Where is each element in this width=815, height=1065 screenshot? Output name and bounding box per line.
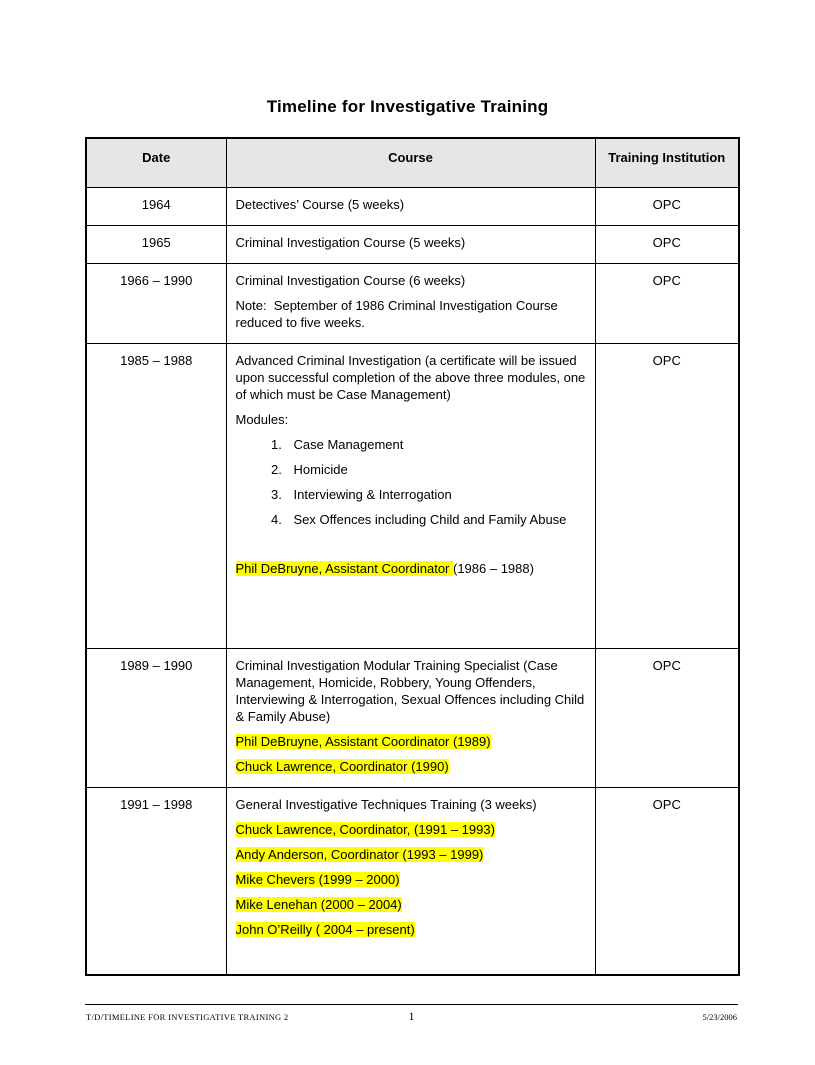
course-paragraph: Criminal Investigation Modular Training Specialist (Case Management, Homicide, Robbery, Young Offenders, Interviewing & Interrogation, Sexual Offences including Child & Family Abuse) [235,657,585,724]
date-cell: 1966 – 1990 [86,263,226,343]
header-training-institution: Training Institution [595,138,739,187]
highlighted-text: John O’Reilly ( 2004 – present) [235,921,415,937]
course-paragraph [236,871,587,888]
highlighted-text: Phil DeBruyne, Assistant Coordinator (1989) [235,733,491,749]
course-paragraph [236,896,587,913]
table-row [86,187,739,225]
course-paragraph [236,733,587,750]
date-cell: 1965 [86,225,226,263]
modules-list [236,436,587,528]
table-row [86,225,739,263]
course-paragraph: Detectives’ Course (5 weeks) [235,196,405,212]
page-footer [85,1004,738,1035]
highlighted-text: Andy Anderson, Coordinator (1993 – 1999) [235,846,484,862]
date-cell: 1991 – 1998 [86,787,226,975]
institution-cell: OPC [595,787,739,975]
module-item: 1. Case Management [286,436,587,453]
course-paragraph: General Investigative Techniques Training (3 weeks) [235,796,537,812]
course-cell [226,648,595,787]
course-paragraph [236,821,587,838]
module-item: 3. Interviewing & Interrogation [286,486,587,503]
course-paragraph: Modules: [235,411,289,427]
course-cell [226,225,595,263]
date-cell: 1989 – 1990 [86,648,226,787]
highlighted-text: Mike Chevers (1999 – 2000) [235,871,400,887]
institution-cell: OPC [595,648,739,787]
footer-document-id: T/D/TIMELINE FOR INVESTIGATIVE TRAINING 2 [86,1012,289,1022]
module-item: 4. Sex Offences including Child and Family Abuse [286,511,587,528]
course-paragraph: Note: September of 1986 Criminal Investigation Course reduced to five weeks. [235,297,558,330]
table-header [86,138,739,187]
date-cell: 1985 – 1988 [86,343,226,648]
course-paragraph [236,921,587,938]
footer-page-number: 1 [408,1009,415,1023]
table-row [86,787,739,975]
course-cell [226,187,595,225]
course-cell [226,787,595,975]
spacer [236,536,587,560]
header-date: Date [86,138,226,187]
table-row [86,648,739,787]
institution-cell: OPC [595,187,739,225]
course-paragraph [236,758,587,775]
course-paragraph: Criminal Investigation Course (6 weeks) [235,272,466,288]
date-cell: 1964 [86,187,226,225]
plain-text: (1986 – 1988) [453,560,534,576]
table-row [86,343,739,648]
course-paragraph [236,846,587,863]
training-timeline-table [85,137,740,976]
course-paragraph [236,560,587,577]
course-cell [226,263,595,343]
institution-cell: OPC [595,225,739,263]
header-course: Course [226,138,595,187]
highlighted-text: Mike Lenehan (2000 – 2004) [235,896,402,912]
page-title: Timeline for Investigative Training [266,97,549,116]
institution-cell: OPC [595,343,739,648]
module-item: 2. Homicide [286,461,587,478]
table-body [86,187,739,975]
highlighted-text: Chuck Lawrence, Coordinator (1990) [235,758,449,774]
table-row [86,263,739,343]
course-cell [226,343,595,648]
course-paragraph: Advanced Criminal Investigation (a certificate will be issued upon successful completion of the above three modules, one of which must be Case Management) [235,352,586,402]
highlighted-text: Phil DeBruyne, Assistant Coordinator [235,560,453,576]
header-row [86,138,739,187]
institution-cell: OPC [595,263,739,343]
footer-date: 5/23/2006 [702,1012,737,1022]
highlighted-text: Chuck Lawrence, Coordinator, (1991 – 1993) [235,821,495,837]
course-paragraph: Criminal Investigation Course (5 weeks) [235,234,466,250]
